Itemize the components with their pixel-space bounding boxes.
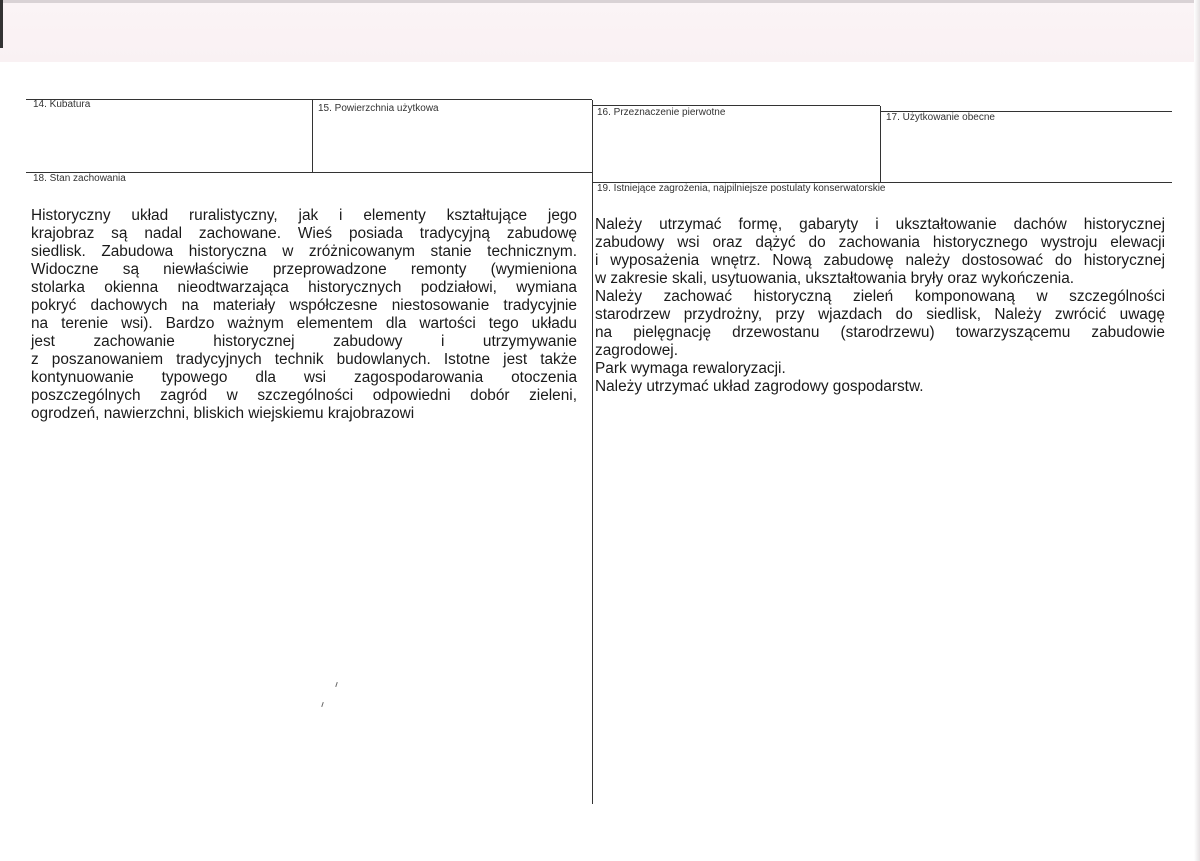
scan-top-edge: [0, 0, 1200, 3]
scan-right-edge: [1194, 0, 1200, 861]
text-line: ogrodzeń, nawierzchni, bliskich wiejskiemu krajobrazowi: [31, 405, 415, 422]
field-16-label: 16. Przeznaczenie pierwotne: [597, 107, 726, 118]
divider-17: [880, 106, 881, 183]
text-line: Należy utrzymać układ zagrodowy gospodarstw.: [595, 378, 924, 395]
divider-15: [312, 100, 313, 172]
text-line: poszczególnych zagród w szczególności odpowiedni dobór zieleni,: [31, 387, 577, 404]
text-line: siedlisk. Zabudowa historyczna w zróżnicowanym stanie technicznym.: [31, 243, 577, 260]
divider-main: [592, 100, 593, 804]
field-14-label: 14. Kubatura: [33, 99, 91, 110]
field-19-label: 19. Istniejące zagrożenia, najpilniejsze postulaty konserwatorskie: [597, 183, 886, 194]
text-line: pokryć dachowych na materiały współczesne niestosowanie tradycyjnie: [31, 297, 577, 314]
text-line: starodrzew przydrożny, przy wjazdach do siedlisk, Należy zwrócić uwagę: [595, 306, 1165, 323]
text-line: Widoczne są niewłaściwie przeprowadzone remonty (wymieniona: [31, 261, 577, 278]
text-line: zabudowy wsi oraz dążyć do zachowania historycznego wystroju elewacji: [595, 234, 1165, 251]
text-line: zagrodowej.: [595, 342, 678, 359]
text-line: na terenie wsi). Bardzo ważnym elementem dla wartości tego układu: [31, 315, 577, 332]
text-line: Należy zachować historyczną zieleń komponowaną w szczególności: [595, 288, 1165, 305]
text-line: na pielęgnację drzewostanu (starodrzewu) towarzyszącemu zabudowie: [595, 324, 1165, 341]
scan-left-edge: [0, 0, 3, 48]
scan-speck: [335, 682, 337, 687]
text-line: Należy utrzymać formę, gabaryty i ukształtowanie dachów historycznej: [595, 216, 1165, 233]
scan-speck: [321, 702, 323, 707]
scan-top-band: [0, 0, 1200, 62]
text-line: Historyczny układ ruralistyczny, jak i elementy kształtujące jego: [31, 207, 577, 224]
row-top-line: [26, 99, 592, 100]
text-line: krajobraz są nadal zachowane. Wieś posiada tradycyjną zabudowę: [31, 225, 577, 242]
text-line: i wyposażenia wnętrz. Nową zabudowę należy dostosować do historycznej: [595, 252, 1165, 269]
field-15-label: 15. Powierzchnia użytkowa: [318, 103, 439, 114]
field-19-text: [595, 216, 1165, 396]
text-line: stolarka okienna nieodtwarzająca historycznych podziałowi, wymiana: [31, 279, 577, 296]
text-line: jest zachowanie historycznej zabudowy i utrzymywanie: [31, 333, 577, 350]
text-line: kontynuowanie typowego dla wsi zagospodarowania otoczenia: [31, 369, 577, 386]
field-18-text: [31, 207, 577, 423]
text-line: Park wymaga rewaloryzacji.: [595, 360, 786, 377]
field-17-label: 17. Użytkowanie obecne: [886, 112, 995, 123]
text-line: z poszanowaniem tradycyjnych technik budowlanych. Istotne jest także: [31, 351, 577, 368]
row-top-line-right: [592, 105, 880, 106]
text-line: w zakresie skali, usytuowania, ukształtowania bryły oraz wykończenia.: [595, 270, 1075, 287]
field-18-label: 18. Stan zachowania: [33, 173, 126, 184]
